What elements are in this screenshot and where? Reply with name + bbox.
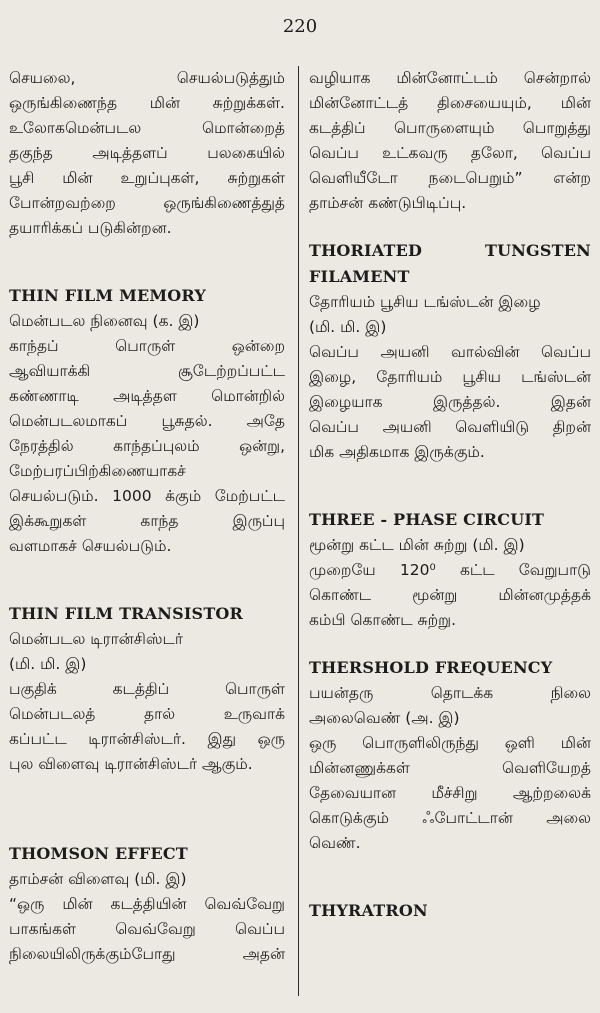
entry-translation: தாம்சன் விளைவு (மி. இ) bbox=[9, 870, 187, 888]
text-line: “ஒரு மின் கடத்தியின் வெவ்வேறு bbox=[9, 895, 285, 913]
text-line: மிக அதிகமாக இருக்கும். bbox=[309, 443, 485, 461]
entry-thyratron bbox=[309, 898, 591, 924]
text-line: மேற்பரப்பிற்கிணையாகச் bbox=[9, 462, 186, 480]
text-line: கொடுக்கும் ஃபோட்டான் அலை bbox=[309, 809, 591, 827]
text-line: மென்படலத் தால் உருவாக் bbox=[9, 705, 285, 723]
entry-translation: மென்படல நினைவு (க. இ) bbox=[9, 312, 200, 330]
text-line: பகுதிக் கடத்திப் பொருள் bbox=[9, 680, 285, 698]
text-line: செயல்படும். 1000 க்கும் மேற்பட்ட bbox=[9, 487, 285, 505]
text-line: பாகங்கள் வெவ்வேறு வெப்ப bbox=[9, 920, 285, 938]
text-line: மின்னணுக்கள் வெளியேறத் bbox=[309, 759, 591, 777]
text-line: கப்பட்ட டிரான்சிஸ்டர். இது ஒரு bbox=[9, 730, 285, 748]
text-line: கம்பி கொண்ட சுற்று. bbox=[309, 611, 457, 629]
text-line: வழியாக மின்னோட்டம் சென்றால் bbox=[309, 69, 591, 87]
text-line: அலைவெண் (அ. இ) bbox=[309, 709, 460, 727]
text-line: போன்றவற்றை ஒருங்கிணைத்துத் bbox=[9, 194, 285, 212]
entry-heading-continued: FILAMENT bbox=[309, 267, 410, 286]
column-divider bbox=[298, 66, 299, 996]
text-line: செயலை, செயல்படுத்தும் bbox=[9, 69, 285, 87]
entry-heading: THOMSON EFFECT bbox=[9, 844, 188, 863]
text-line: இழை, தோரியம் பூசிய டங்ஸ்டன் bbox=[309, 368, 591, 386]
left-column bbox=[9, 66, 285, 967]
entry-thomson-effect bbox=[9, 841, 285, 967]
intro-paragraph bbox=[9, 66, 285, 241]
entry-thoriated-tungsten-filament bbox=[309, 238, 591, 465]
text-line: வெண். bbox=[309, 834, 361, 852]
entry-heading: THIN FILM MEMORY bbox=[9, 286, 207, 305]
entry-translation: மூன்று கட்ட மின் சுற்று (மி. இ) bbox=[309, 536, 525, 554]
entry-thershold-frequency bbox=[309, 655, 591, 856]
entry-heading bbox=[309, 238, 591, 264]
text-line: இக்கூறுகள் காந்த இருப்பு bbox=[9, 512, 285, 530]
entry-heading-part: THORIATED bbox=[309, 241, 423, 260]
entry-translation: பயன்தரு தொடக்க நிலை bbox=[309, 684, 591, 702]
text-line: ஒருங்கிணைந்த மின் சுற்றுக்கள். bbox=[9, 94, 285, 112]
page-number: 220 bbox=[282, 16, 318, 37]
text-line: நிலையிலிருக்கும்போது அதன் bbox=[9, 945, 285, 963]
text-line: வெப்ப அயனி வெளியிடு திறன் bbox=[309, 418, 591, 436]
text-line: வளமாகச் செயல்படும். bbox=[9, 537, 172, 555]
entry-heading: THYRATRON bbox=[309, 901, 428, 920]
entry-subject-tag: (மி. மி. இ) bbox=[9, 655, 87, 673]
entry-translation: மென்படல டிரான்சிஸ்டர் bbox=[9, 630, 183, 648]
entry-heading: THERSHOLD FREQUENCY bbox=[309, 658, 553, 677]
text-line: கண்ணாடி அடித்தள மொன்றில் bbox=[9, 387, 285, 405]
text-line: மின்னோட்டத் திசையையும், மின் bbox=[309, 94, 591, 112]
entry-thin-film-memory bbox=[9, 283, 285, 559]
text-line: முறையே 120⁰ கட்ட வேறுபாடு bbox=[309, 561, 591, 579]
text-line: தகுந்த அடித்தளப் பலகையில் bbox=[9, 144, 285, 162]
text-line: நேரத்தில் காந்தப்புலம் ஒன்று, bbox=[9, 437, 285, 455]
entry-heading: THREE - PHASE CIRCUIT bbox=[309, 510, 545, 529]
text-line: தயாரிக்கப் படுகின்றன. bbox=[9, 219, 172, 237]
thomson-effect-continuation bbox=[309, 66, 591, 216]
entry-thin-film-transistor bbox=[9, 601, 285, 777]
text-line: வெப்ப உட்கவரு தலோ, வெப்ப bbox=[309, 144, 591, 162]
entry-subject-tag: (மி. மி. இ) bbox=[309, 318, 387, 336]
text-line: இழையாக இருத்தல். இதன் bbox=[309, 393, 591, 411]
text-line: காந்தப் பொருள் ஒன்றை bbox=[9, 337, 285, 355]
entry-heading: THIN FILM TRANSISTOR bbox=[9, 604, 244, 623]
entry-heading-part: TUNGSTEN bbox=[484, 241, 591, 260]
text-line: கடத்திப் பொருளையும் பொறுத்து bbox=[309, 119, 591, 137]
text-line: புல விளைவு டிரான்சிஸ்டர் ஆகும். bbox=[9, 755, 253, 773]
text-line: பூசி மின் உறுப்புகள், சுற்றுகள் bbox=[9, 169, 285, 187]
text-line: வெளியீடோ நடைபெறும்” என்ற bbox=[309, 169, 591, 187]
right-column bbox=[309, 66, 591, 924]
text-line: ஒரு பொருளிலிருந்து ஒளி மின் bbox=[309, 734, 591, 752]
entry-translation: தோரியம் பூசிய டங்ஸ்டன் இழை bbox=[309, 293, 541, 311]
text-line: உலோகமென்படல மொன்றைத் bbox=[9, 119, 285, 137]
text-line: மென்படலமாகப் பூசுதல். அதே bbox=[9, 412, 285, 430]
text-line: தேவையான மீச்சிறு ஆற்றலைக் bbox=[309, 784, 591, 802]
text-line: தாம்சன் கண்டுபிடிப்பு. bbox=[309, 194, 467, 212]
text-line: கொண்ட மூன்று மின்னமுத்தக் bbox=[309, 586, 591, 604]
text-line: வெப்ப அயனி வால்வின் வெப்ப bbox=[309, 343, 591, 361]
text-line: ஆவியாக்கி சூடேற்றப்பட்ட bbox=[9, 362, 285, 380]
entry-three-phase-circuit bbox=[309, 507, 591, 633]
